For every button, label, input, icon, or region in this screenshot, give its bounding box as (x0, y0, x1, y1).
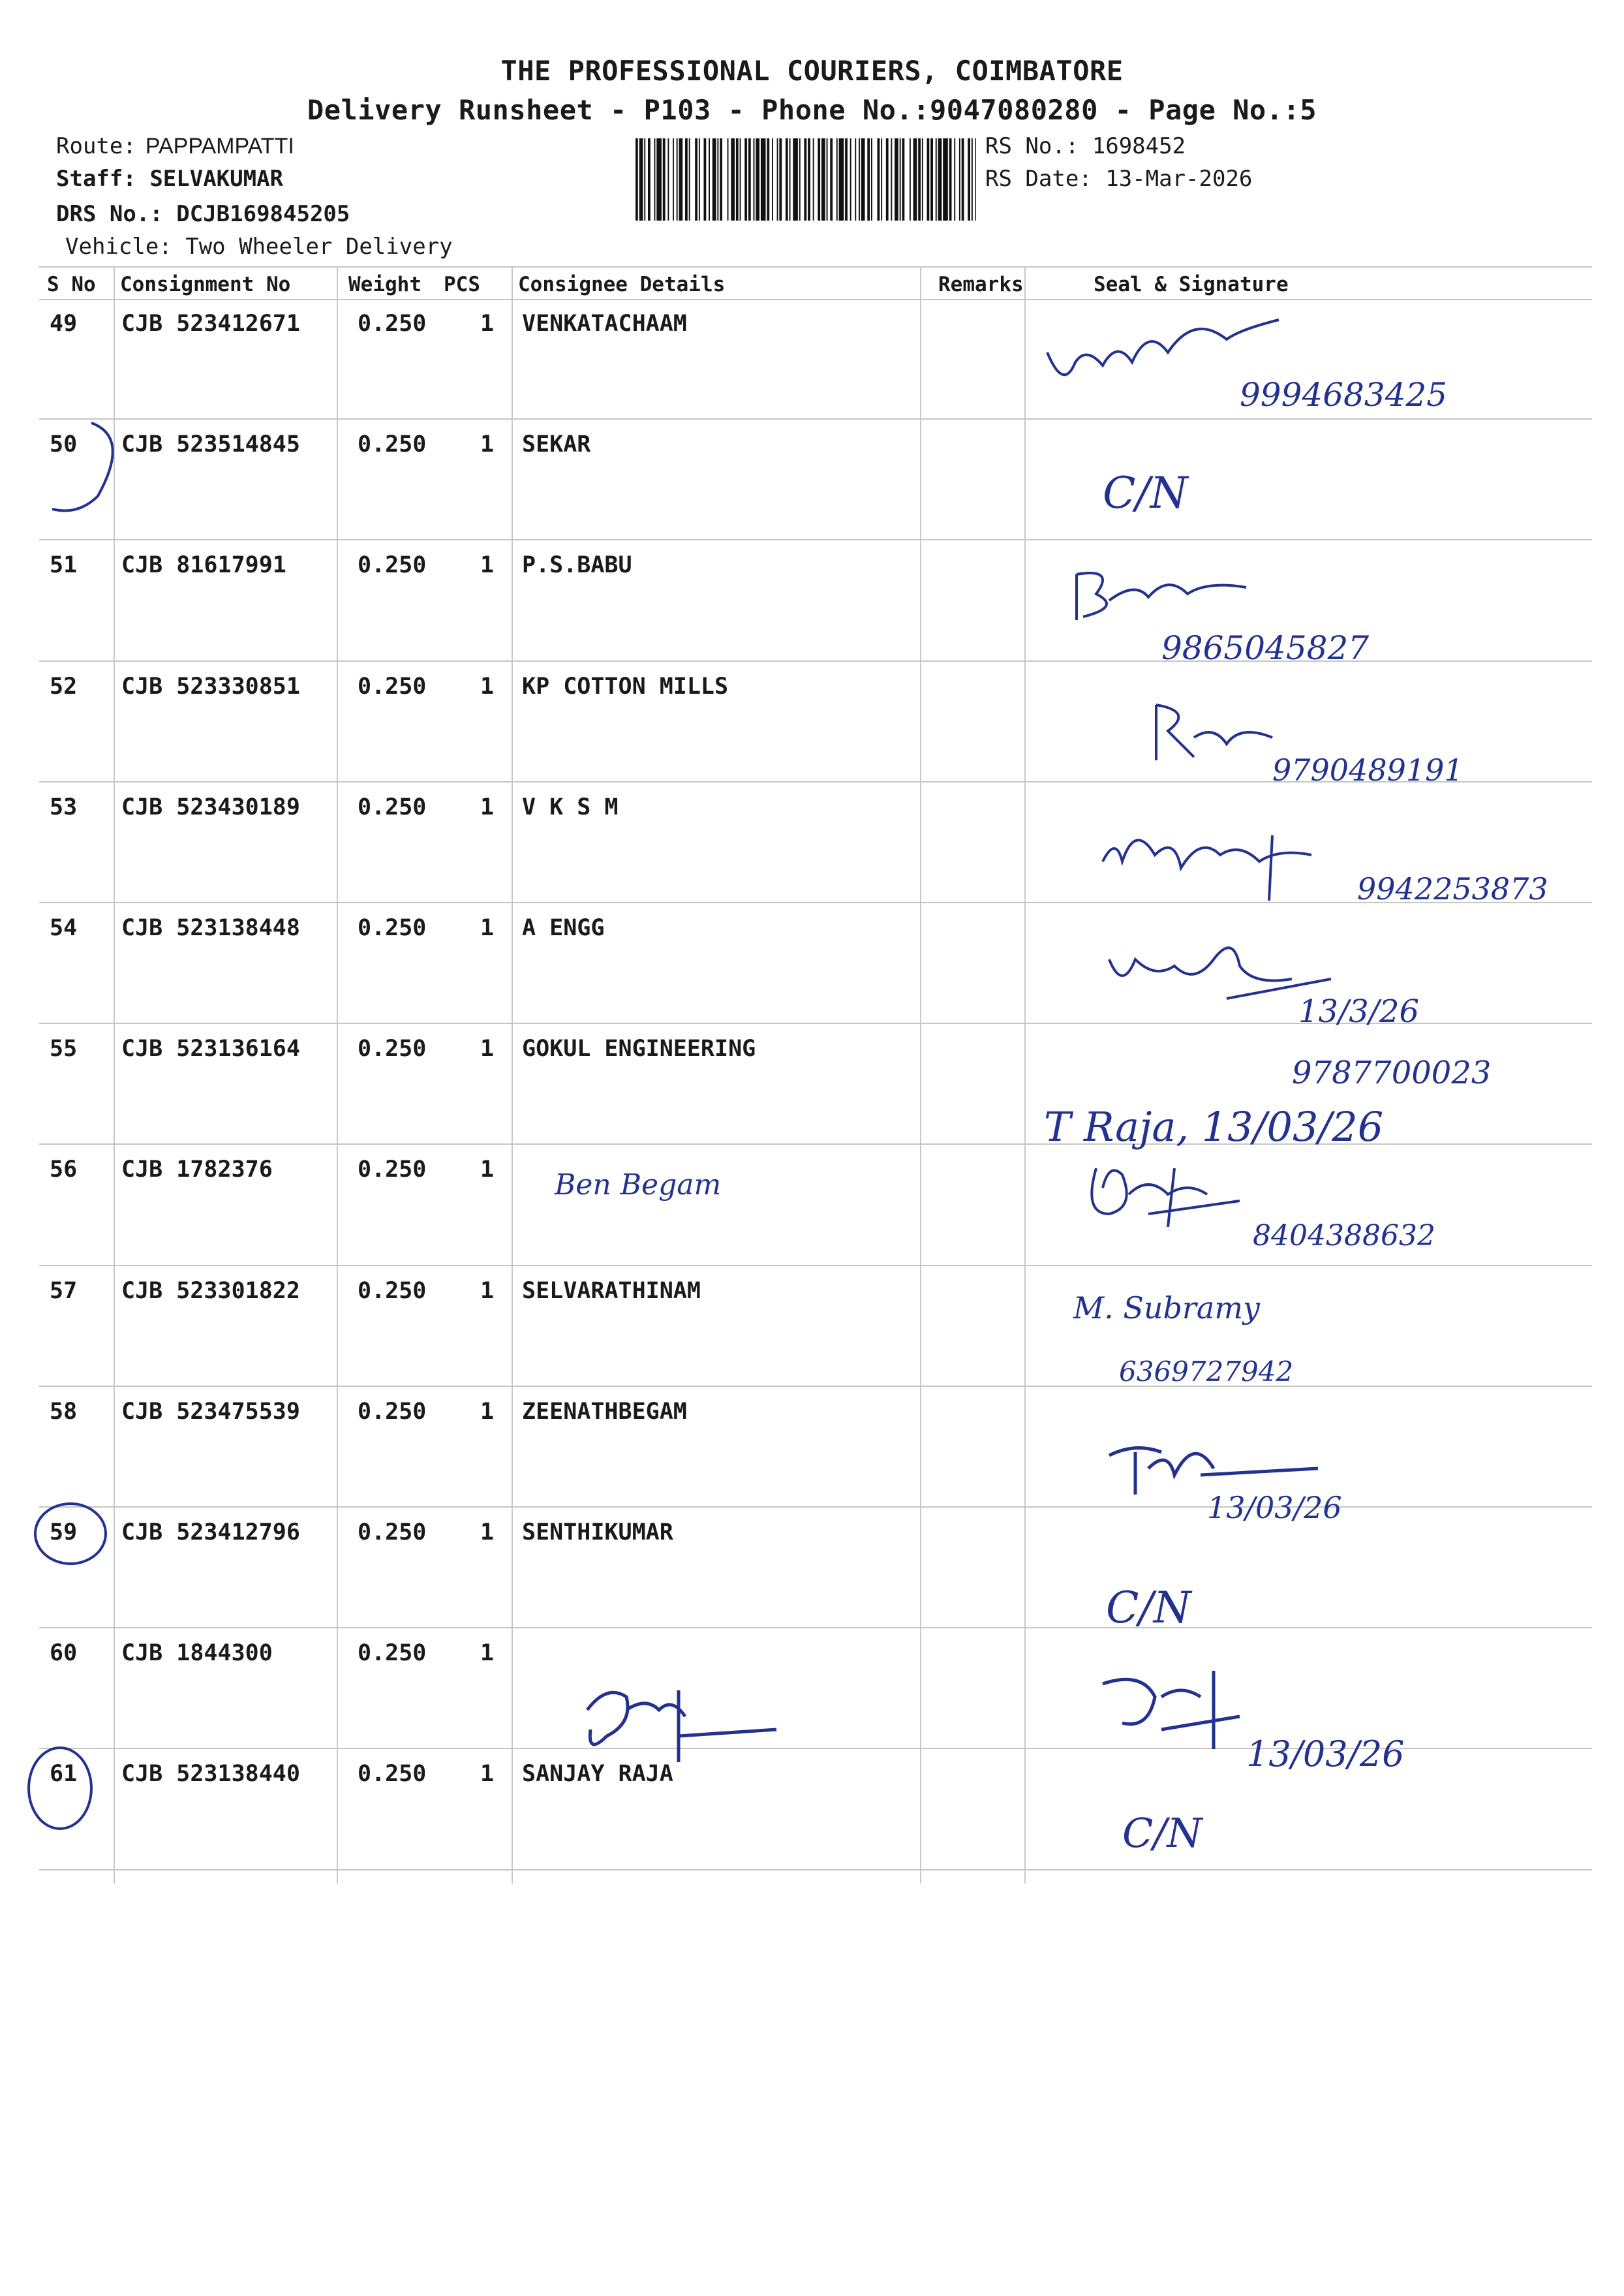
cell-pcs: 1 (480, 1398, 495, 1425)
signature-row-56 (1092, 1168, 1240, 1227)
circle-mark-row-59 (35, 1504, 106, 1564)
cell-weight: 0.250 (358, 915, 427, 941)
staff-label: Staff: (56, 166, 136, 192)
signature-row-57: M. Subramy (1073, 1290, 1260, 1326)
route-value: PAPPAMPATTI (145, 134, 294, 159)
cell-sno: 58 (50, 1398, 78, 1425)
cell-consignee: KP COTTON MILLS (522, 673, 729, 700)
cell-weight: 0.250 (358, 1398, 427, 1425)
cell-consignee: GOKUL ENGINEERING (522, 1036, 756, 1063)
date-row-61: 13/03/26 (1246, 1733, 1405, 1775)
signature-row-54 (1109, 948, 1331, 999)
cell-consignee: VENKATACHAAM (522, 311, 687, 337)
cell-pcs: 1 (480, 1640, 495, 1667)
cell-sno: 50 (50, 431, 78, 458)
cell-sno: 52 (50, 673, 78, 700)
cell-weight: 0.250 (358, 1036, 427, 1063)
cell-sno: 61 (50, 1761, 78, 1788)
cell-consignee: SEKAR (522, 431, 591, 458)
cell-consignment: CJB 1782376 (121, 1156, 273, 1183)
cell-pcs: 1 (480, 915, 495, 941)
circle-mark-row-61 (29, 1748, 91, 1829)
phone-row-49: 9994683425 (1240, 376, 1448, 414)
cn-row-59: C/N (1106, 1583, 1191, 1633)
cell-consignment: CJB 1844300 (121, 1640, 273, 1667)
col-header-pcs: PCS (444, 273, 480, 296)
cell-consignee: SENTHIKUMAR (522, 1519, 673, 1545)
consignee-handwritten-row-56: Ben Begam (555, 1168, 722, 1202)
cell-sno: 55 (50, 1036, 78, 1063)
cell-sno: 53 (50, 794, 78, 820)
cell-pcs: 1 (480, 311, 495, 337)
cell-consignment: CJB 523330851 (121, 673, 300, 700)
tick-mark-row-50 (52, 423, 113, 511)
cell-consignee: V K S M (522, 794, 619, 820)
cell-weight: 0.250 (358, 794, 427, 820)
cell-consignment: CJB 523514845 (121, 431, 300, 458)
cell-consignee: SANJAY RAJA (522, 1761, 673, 1788)
cell-weight: 0.250 (358, 311, 427, 337)
cell-pcs: 1 (480, 794, 495, 820)
phone-row-56: 8404388632 (1253, 1219, 1435, 1252)
signature-row-58 (1109, 1448, 1318, 1495)
cell-pcs: 1 (480, 552, 495, 579)
cell-weight: 0.250 (358, 1519, 427, 1545)
page-title: THE PROFESSIONAL COURIERS, COIMBATORE (500, 55, 1124, 87)
cell-pcs: 1 (480, 1036, 495, 1063)
cell-consignment: CJB 523138440 (121, 1761, 300, 1788)
cell-sno: 56 (50, 1156, 78, 1183)
cell-consignment: CJB 523301822 (121, 1277, 300, 1304)
cell-pcs: 1 (480, 1519, 495, 1545)
cell-pcs: 1 (480, 431, 495, 458)
staff-value: SELVAKUMAR (149, 166, 284, 192)
cn-row-61: C/N (1122, 1809, 1203, 1857)
cell-weight: 0.250 (358, 1640, 427, 1667)
cell-consignment: CJB 523430189 (121, 794, 300, 820)
cell-weight: 0.250 (358, 1761, 427, 1788)
date-row-58: 13/03/26 (1207, 1490, 1342, 1525)
cell-consignment: CJB 523475539 (121, 1398, 300, 1425)
col-header-consignee: Consignee Details (518, 273, 726, 296)
runsheet-subtitle: Delivery Runsheet - P103 - Phone No.:9047080280 - Page No.:5 (307, 94, 1317, 126)
cell-consignment: CJB 523136164 (121, 1036, 300, 1063)
consignee-signature-row-60 (587, 1690, 776, 1762)
cell-consignment: CJB 81617991 (121, 552, 286, 579)
cell-weight: 0.250 (358, 673, 427, 700)
phone-row-52: 9790489191 (1272, 752, 1463, 788)
col-header-signature: Seal & Signature (1094, 273, 1289, 296)
col-header-consignment: Consignment No (120, 273, 291, 296)
signature-row-51 (1077, 573, 1246, 620)
cell-consignment: CJB 523138448 (121, 915, 300, 941)
drs-value: DCJB169845205 (176, 201, 350, 227)
phone-row-55: 9787700023 (1292, 1055, 1492, 1091)
cell-sno: 54 (50, 915, 78, 941)
rs-number: RS No.: 1698452 (985, 133, 1186, 159)
cell-weight: 0.250 (358, 552, 427, 579)
cell-sno: 59 (50, 1519, 78, 1545)
vehicle-line: Vehicle: Two Wheeler Delivery (65, 234, 453, 260)
signature-row-52 (1156, 705, 1272, 760)
cell-sno: 60 (50, 1640, 78, 1667)
cell-pcs: 1 (480, 1277, 495, 1304)
rs-date: RS Date: 13-Mar-2026 (985, 166, 1253, 192)
phone-row-51: 9865045827 (1161, 629, 1370, 667)
cell-consignee: A ENGG (522, 915, 605, 941)
cell-pcs: 1 (480, 1156, 495, 1183)
cell-pcs: 1 (480, 673, 495, 700)
cell-consignment: CJB 523412671 (121, 311, 300, 337)
col-header-sno: S No (47, 273, 96, 296)
date-row-54: 13/3/26 (1298, 993, 1420, 1030)
cn-row-50: C/N (1103, 468, 1188, 518)
signature-row-49 (1047, 320, 1279, 375)
signature-row-60 (1103, 1671, 1240, 1749)
cell-weight: 0.250 (358, 431, 427, 458)
col-header-remarks: Remarks (938, 273, 1024, 296)
drs-label: DRS No.: (56, 201, 163, 227)
cell-consignee: SELVARATHINAM (522, 1277, 701, 1304)
cell-weight: 0.250 (358, 1156, 427, 1183)
signature-row-55: T Raja, 13/03/26 (1044, 1103, 1384, 1151)
col-header-weight: Weight (348, 273, 421, 296)
cell-sno: 57 (50, 1277, 78, 1304)
signature-row-53 (1103, 835, 1311, 901)
phone-row-57: 6369727942 (1119, 1356, 1294, 1388)
cell-pcs: 1 (480, 1761, 495, 1788)
cell-consignment: CJB 523412796 (121, 1519, 300, 1545)
phone-row-53: 9942253873 (1357, 871, 1548, 907)
cell-consignee: P.S.BABU (522, 552, 632, 579)
cell-weight: 0.250 (358, 1277, 427, 1304)
route-label: Route: (56, 133, 136, 159)
cell-consignee: ZEENATHBEGAM (522, 1398, 687, 1425)
cell-sno: 51 (50, 552, 78, 579)
cell-sno: 49 (50, 311, 78, 337)
